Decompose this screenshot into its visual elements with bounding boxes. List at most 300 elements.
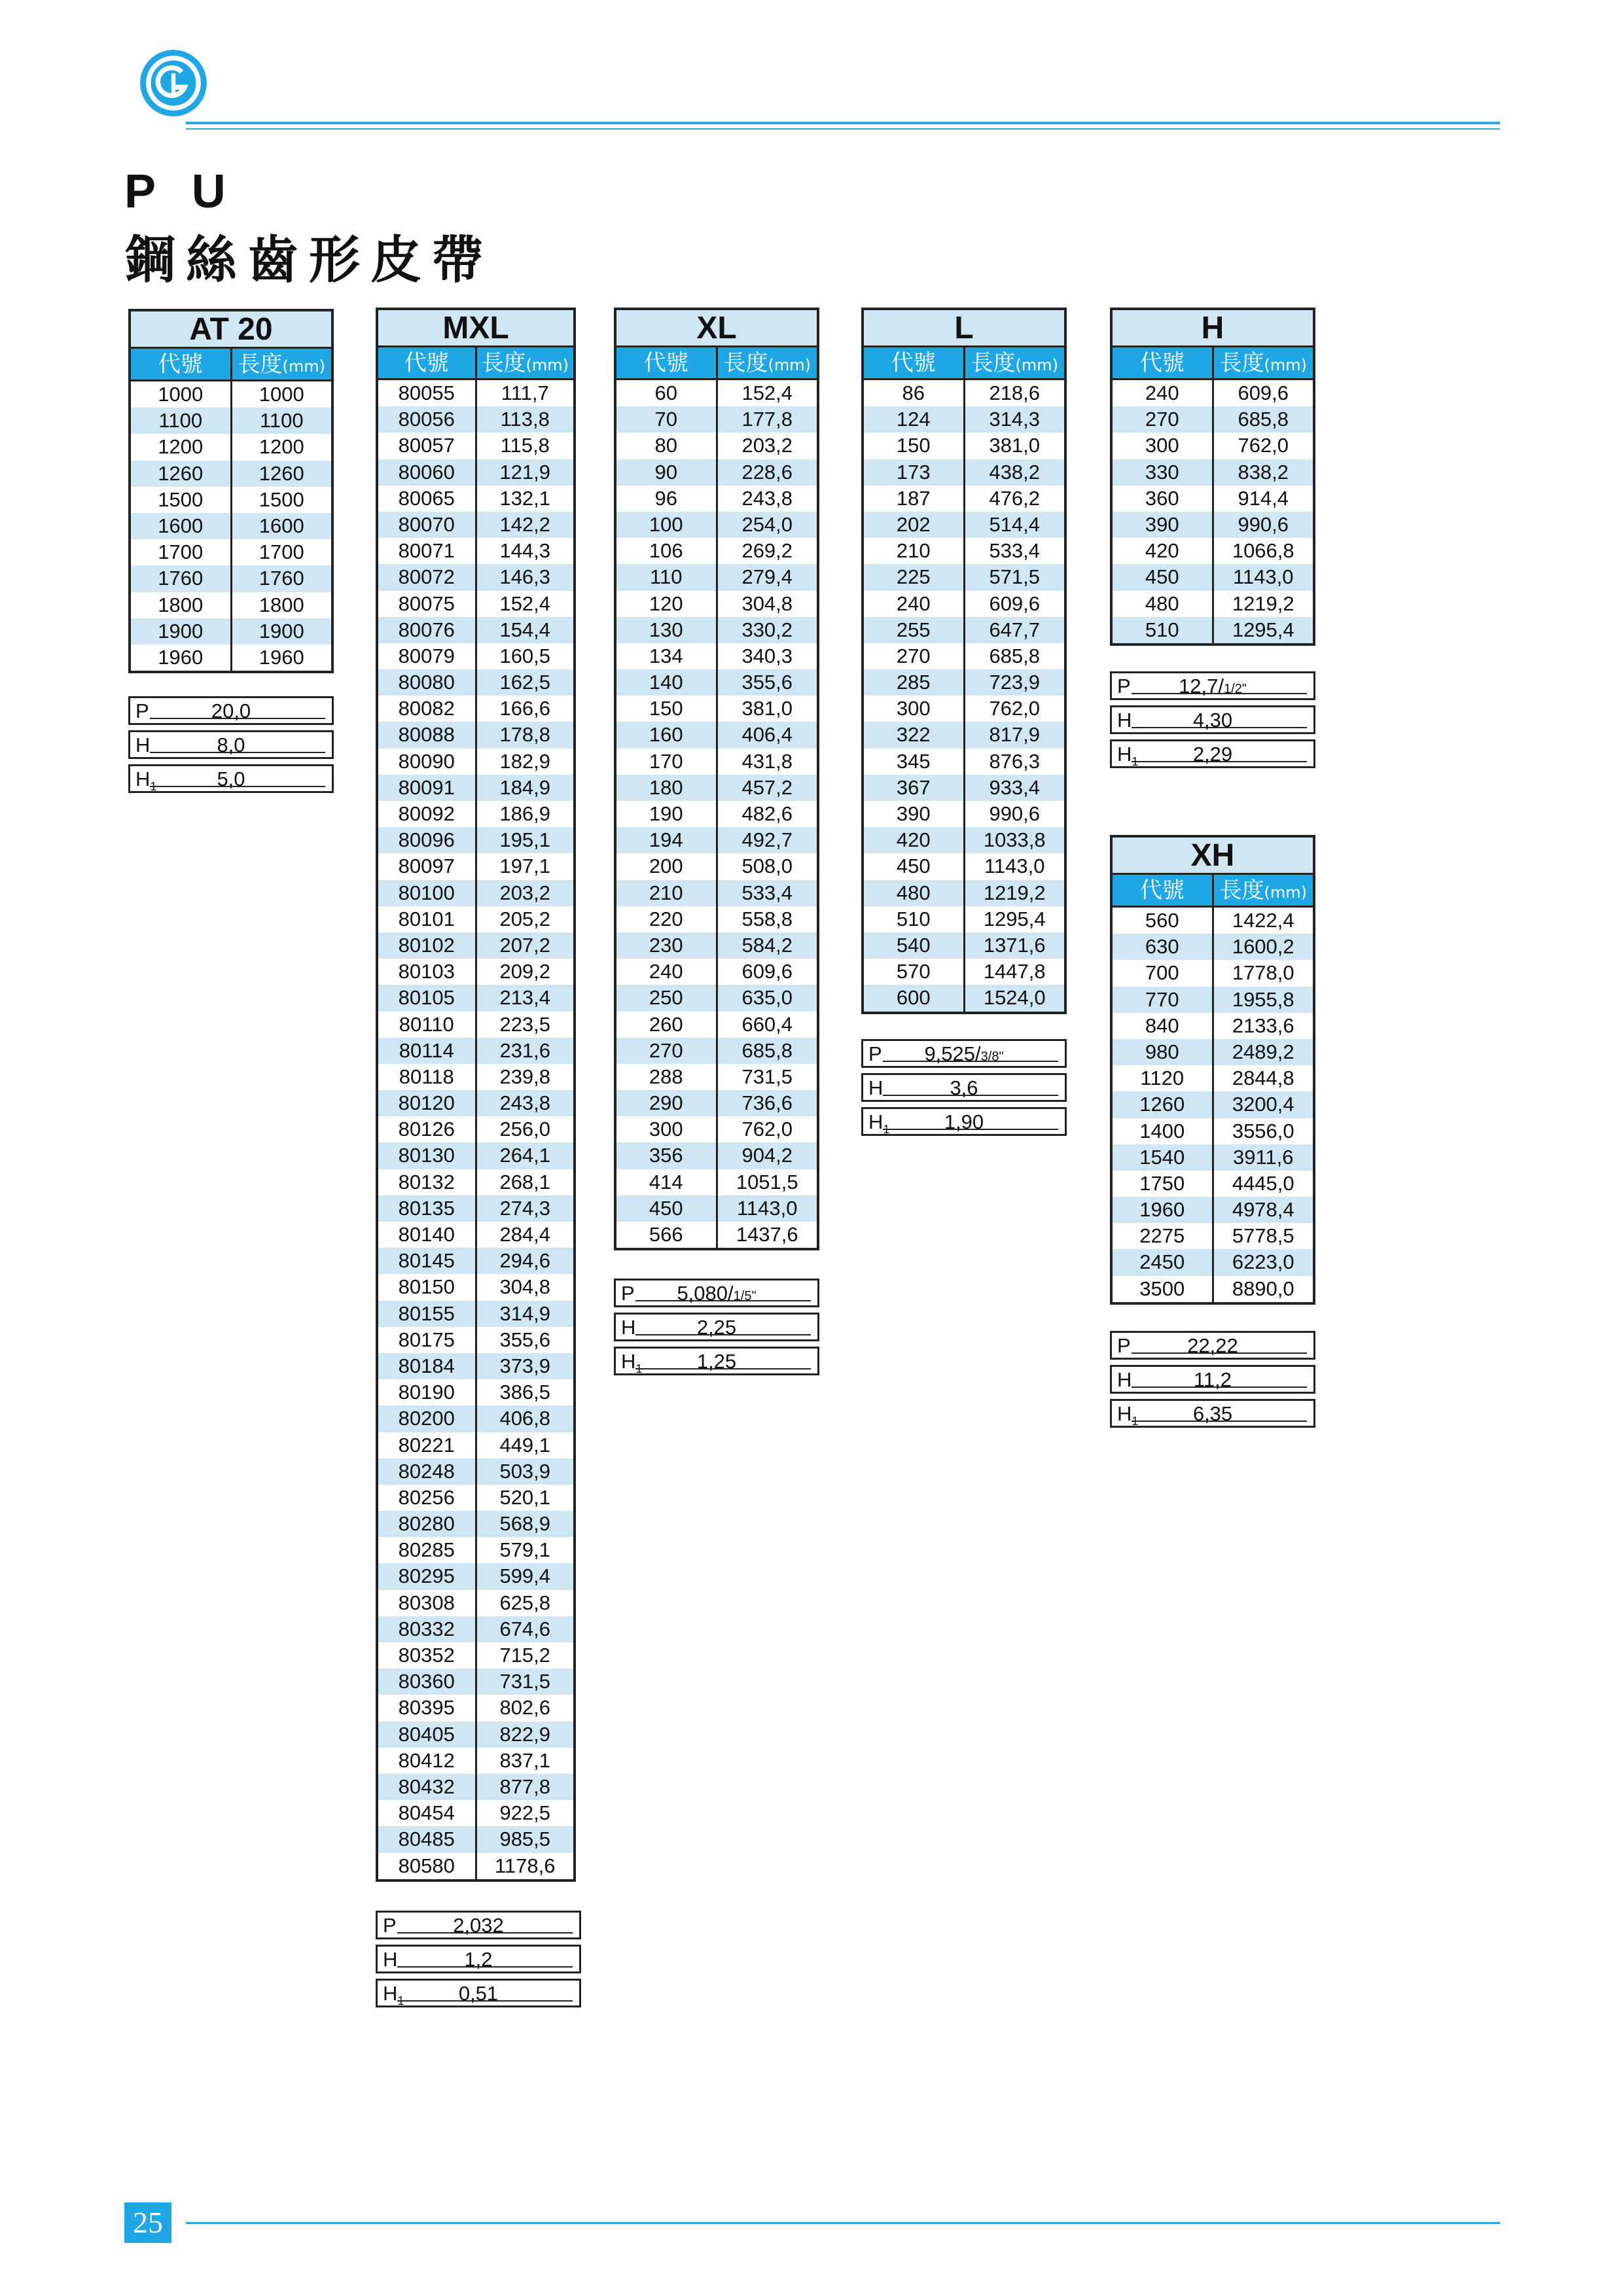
cell-length: 243,8 <box>475 1090 574 1116</box>
table-row <box>616 696 817 722</box>
spec-label-text: P <box>868 1042 882 1065</box>
spec-underline <box>150 786 325 787</box>
cell-code: 260 <box>649 1012 683 1036</box>
table-row <box>864 985 1064 1011</box>
spec-underline <box>635 1300 811 1301</box>
table-row <box>616 591 817 617</box>
spec-value <box>378 1947 579 1973</box>
table-row <box>864 932 1064 959</box>
cell-code: 2275 <box>1139 1224 1185 1248</box>
cell-length: 482,6 <box>716 801 817 827</box>
column-header-length-label: 長度 <box>1219 877 1264 904</box>
cell-length: 715,2 <box>475 1642 574 1669</box>
cell-length: 152,4 <box>475 591 574 617</box>
cell-length: 4978,4 <box>1212 1197 1313 1223</box>
cell-length: 1295,4 <box>963 906 1065 932</box>
cell-length: 177,8 <box>716 406 817 433</box>
cell-length: 838,2 <box>1212 459 1313 486</box>
spec-value-text: 20,0 <box>211 699 251 722</box>
cell-code: 420 <box>896 828 931 852</box>
cell-code: 96 <box>654 486 677 510</box>
cell-length: 203,2 <box>716 433 817 459</box>
spec-value-text: 3,6 <box>950 1076 978 1099</box>
cell-code: 1260 <box>158 461 204 485</box>
cell-length: 218,6 <box>963 380 1065 406</box>
table-row <box>378 406 573 433</box>
cell-length: 1700 <box>230 539 332 565</box>
cell-code: 80065 <box>398 486 455 510</box>
column-header-unit: (mm) <box>1264 883 1307 902</box>
cell-code: 130 <box>649 618 683 641</box>
cell-length: 314,3 <box>963 406 1065 433</box>
table-row <box>616 669 817 696</box>
spec-value-text: 2,29 <box>1192 743 1233 766</box>
column-header-length-label: 長度 <box>723 350 768 376</box>
table-row <box>616 512 817 538</box>
cell-code: 770 <box>1145 987 1179 1011</box>
table-row <box>131 408 331 434</box>
cell-code: 80 <box>654 434 677 457</box>
spec-label-sub: 1 <box>883 1123 890 1137</box>
cell-code: 1600 <box>158 514 204 537</box>
cell-length: 1422,4 <box>1212 908 1313 934</box>
spec-value-text: 1,90 <box>944 1110 984 1133</box>
table-row <box>378 749 573 775</box>
column-header-length-label: 長度 <box>971 350 1016 376</box>
cell-code: 1960 <box>158 645 204 669</box>
spec-underline <box>150 752 325 753</box>
cell-code: 270 <box>1145 408 1179 431</box>
spec-height <box>861 1073 1067 1102</box>
cell-length: 990,6 <box>1212 512 1313 538</box>
cell-code: 80155 <box>398 1301 455 1325</box>
table-row <box>616 1038 817 1064</box>
table-row <box>1113 987 1313 1013</box>
spec-label-text: H <box>135 733 151 756</box>
column-headers <box>131 349 331 381</box>
table-row <box>378 1774 573 1800</box>
cell-code: 80184 <box>398 1354 455 1377</box>
spec-label-text: P <box>135 699 149 722</box>
spec-label-text: H <box>621 1316 636 1339</box>
column-header-length-label: 長度 <box>238 351 283 378</box>
table-row <box>378 1432 573 1458</box>
spec-underline <box>883 1129 1058 1130</box>
table-row <box>378 1748 573 1774</box>
cell-code: 510 <box>1145 618 1179 641</box>
cell-code: 80110 <box>399 1012 454 1036</box>
spec-value <box>616 1280 817 1309</box>
cell-code: 80114 <box>399 1038 454 1062</box>
cell-length: 1778,0 <box>1212 960 1313 986</box>
cell-code: 100 <box>649 512 683 536</box>
cell-length: 1143,0 <box>716 1195 817 1222</box>
spec-underline <box>1132 727 1307 728</box>
table-row <box>378 1142 573 1169</box>
cell-length: 8890,0 <box>1212 1276 1313 1302</box>
cell-code: 345 <box>896 749 931 773</box>
cell-length: 877,8 <box>475 1774 574 1800</box>
table-row <box>378 1590 573 1616</box>
table-row <box>378 1301 573 1327</box>
cell-length: 381,0 <box>716 696 817 722</box>
table-row <box>1113 1276 1313 1302</box>
table-row <box>1113 433 1313 459</box>
spec-value-text: 5,0 <box>217 768 245 790</box>
cell-length: 579,1 <box>475 1537 574 1563</box>
cell-length: 197,1 <box>475 853 574 879</box>
cell-length: 144,3 <box>475 538 574 564</box>
spec-label-text: H <box>621 1350 636 1373</box>
cell-length: 1447,8 <box>963 959 1065 985</box>
table-row <box>864 906 1064 932</box>
table-row <box>864 959 1064 985</box>
cell-length: 1100 <box>230 408 332 434</box>
cell-length: 1955,8 <box>1212 987 1313 1013</box>
cell-length: 304,8 <box>716 591 817 617</box>
cell-length: 1219,2 <box>1212 591 1313 617</box>
cell-length: 1033,8 <box>963 827 1065 853</box>
cell-code: 225 <box>896 565 931 589</box>
cell-length: 985,5 <box>475 1826 574 1852</box>
cell-length: 571,5 <box>963 564 1065 590</box>
cell-length: 599,4 <box>475 1563 574 1589</box>
table-mxl <box>376 308 576 1882</box>
cell-code: 80454 <box>398 1801 455 1825</box>
cell-code: 80055 <box>398 381 455 404</box>
spec-value <box>1112 1367 1313 1393</box>
spec-label-text: P <box>621 1282 635 1305</box>
cell-code: 80295 <box>398 1564 455 1588</box>
cell-length: 1524,0 <box>963 985 1065 1011</box>
cell-code: 1750 <box>1139 1171 1185 1195</box>
cell-code: 367 <box>896 775 931 799</box>
table-l <box>861 308 1067 1014</box>
cell-length: 476,2 <box>963 486 1065 512</box>
cell-code: 240 <box>1145 381 1179 404</box>
cell-length: 254,0 <box>716 512 817 538</box>
table-row <box>378 617 573 643</box>
table-xl <box>614 308 819 1250</box>
spec-underline <box>635 1368 811 1369</box>
spec-label-text: H <box>1117 743 1132 766</box>
cell-length: 154,4 <box>475 617 574 643</box>
spec-value-text: 6,35 <box>1192 1402 1233 1425</box>
spec-value <box>1112 673 1313 702</box>
table-row <box>616 959 817 985</box>
column-header-code: 代號 <box>1139 877 1185 904</box>
table-row <box>378 880 573 906</box>
table-row <box>378 1669 573 1695</box>
table-row <box>378 775 573 801</box>
cell-length: 3556,0 <box>1212 1118 1313 1144</box>
table-title: L <box>864 310 1064 347</box>
cell-length: 406,8 <box>475 1405 574 1432</box>
table-row <box>1113 406 1313 433</box>
spec-value-text: 22,22 <box>1187 1334 1238 1357</box>
table-body <box>131 381 331 671</box>
spec-value <box>1112 1401 1313 1427</box>
cell-length: 1960 <box>230 645 332 671</box>
spec-value-text: 1,25 <box>696 1350 737 1373</box>
column-header-length <box>230 349 332 380</box>
spec-label-sub: 1 <box>635 1362 643 1376</box>
table-row <box>864 801 1064 827</box>
spec-value <box>616 1315 817 1341</box>
cell-length: 876,3 <box>963 749 1065 775</box>
spec-value <box>1112 707 1313 733</box>
cell-code: 360 <box>1145 486 1179 510</box>
table-row <box>616 880 817 906</box>
cell-length: 2133,6 <box>1212 1013 1313 1039</box>
cell-code: 80120 <box>398 1091 455 1115</box>
cell-length: 355,6 <box>475 1327 574 1353</box>
spec-value-inch: " <box>999 1050 1004 1064</box>
table-row <box>1113 1065 1313 1091</box>
cell-length: 514,4 <box>963 512 1065 538</box>
cell-code: 80090 <box>398 749 455 773</box>
spec-underline <box>1132 1386 1307 1388</box>
column-header-length <box>1212 875 1313 906</box>
table-row <box>378 459 573 486</box>
cell-code: 60 <box>654 381 677 404</box>
cell-length: 115,8 <box>475 433 574 459</box>
cell-length: 933,4 <box>963 775 1065 801</box>
cell-length: 609,6 <box>963 591 1065 617</box>
spec-value <box>1112 1333 1313 1359</box>
cell-code: 80580 <box>398 1854 455 1877</box>
spec-underline <box>635 1334 811 1335</box>
cell-code: 285 <box>896 671 931 694</box>
column-header-code: 代號 <box>404 350 449 376</box>
cell-code: 80285 <box>398 1538 455 1562</box>
cell-code: 390 <box>1145 512 1179 536</box>
cell-code: 80082 <box>398 697 455 720</box>
cell-length: 584,2 <box>716 932 817 959</box>
cell-length: 503,9 <box>475 1458 574 1485</box>
cell-code: 80175 <box>398 1328 455 1351</box>
cell-length: 121,9 <box>475 459 574 486</box>
cell-code: 80132 <box>398 1170 455 1193</box>
column-header-unit: (mm) <box>768 356 811 374</box>
column-headers <box>378 347 573 380</box>
cell-code: 570 <box>896 960 931 983</box>
spec-pitch <box>861 1039 1067 1068</box>
cell-length: 660,4 <box>716 1012 817 1038</box>
table-row <box>378 1169 573 1195</box>
table-row <box>131 565 331 592</box>
table-row <box>864 512 1064 538</box>
table-row <box>864 591 1064 617</box>
cell-code: 700 <box>1145 961 1179 985</box>
cell-length: 228,6 <box>716 459 817 486</box>
cell-code: 255 <box>896 618 931 641</box>
cell-code: 1000 <box>158 383 204 406</box>
cell-length: 223,5 <box>475 1012 574 1038</box>
spec-pitch <box>1110 671 1315 700</box>
table-row <box>616 1012 817 1038</box>
column-header-length <box>716 347 817 378</box>
cell-code: 510 <box>896 907 931 930</box>
table-at20 <box>128 309 334 673</box>
spec-label-sub: 1 <box>1132 755 1139 769</box>
table-row <box>616 538 817 564</box>
cell-code: 187 <box>896 486 931 510</box>
table-row <box>616 1142 817 1169</box>
spec-pitch <box>376 1911 581 1939</box>
table-row <box>1113 1249 1313 1275</box>
table-row <box>378 669 573 696</box>
spec-label-text: H <box>383 1982 398 2005</box>
table-row <box>378 1537 573 1563</box>
table-title: AT 20 <box>131 311 331 349</box>
table-row <box>864 880 1064 906</box>
cell-code: 3500 <box>1139 1277 1185 1300</box>
spec-underline <box>397 1932 573 1934</box>
cell-code: 70 <box>654 408 677 431</box>
cell-length: 146,3 <box>475 564 574 590</box>
cell-code: 80432 <box>398 1775 455 1798</box>
cell-code: 140 <box>649 671 683 694</box>
cell-code: 134 <box>649 644 683 667</box>
spec-label-text: P <box>383 1914 397 1937</box>
table-row <box>1113 908 1313 934</box>
spec-h1 <box>1110 739 1315 768</box>
column-headers <box>1113 875 1313 908</box>
cell-length: 685,8 <box>963 643 1065 669</box>
spec-value <box>616 1349 817 1375</box>
table-row <box>378 564 573 590</box>
table-row <box>1113 960 1313 986</box>
cell-code: 210 <box>896 539 931 563</box>
cell-code: 80118 <box>399 1065 454 1088</box>
cell-code: 566 <box>649 1223 683 1246</box>
cell-length: 904,2 <box>716 1142 817 1169</box>
spec-pitch <box>1110 1331 1315 1360</box>
cell-length: 203,2 <box>475 880 574 906</box>
table-row <box>616 380 817 406</box>
spec-value <box>130 766 332 792</box>
cell-code: 80101 <box>398 907 455 930</box>
table-row <box>864 406 1064 433</box>
cell-length: 269,2 <box>716 538 817 564</box>
cell-code: 80190 <box>398 1381 455 1404</box>
table-row <box>616 775 817 801</box>
spec-value <box>863 1109 1065 1135</box>
page-title-zh: 鋼絲齒形皮帶 <box>124 231 494 290</box>
spec-value-text: 0,51 <box>458 1982 499 2005</box>
table-row <box>616 406 817 433</box>
table-row <box>378 722 573 748</box>
cell-length: 182,9 <box>475 749 574 775</box>
table-row <box>131 618 331 645</box>
spec-label-text: H <box>868 1076 883 1099</box>
table-title: MXL <box>378 310 573 347</box>
column-header-length-label: 長度 <box>1219 350 1264 376</box>
cell-code: 1100 <box>158 409 203 433</box>
cell-length: 817,9 <box>963 722 1065 748</box>
table-h <box>1110 308 1315 646</box>
cell-length: 520,1 <box>475 1485 574 1511</box>
spec-underline <box>150 718 325 719</box>
table-row <box>616 853 817 879</box>
cell-length: 674,6 <box>475 1616 574 1642</box>
table-row <box>616 932 817 959</box>
company-logo <box>139 48 208 118</box>
cell-code: 80096 <box>398 828 455 852</box>
spec-height <box>614 1313 819 1341</box>
cell-code: 80200 <box>398 1407 455 1430</box>
cell-length: 568,9 <box>475 1511 574 1537</box>
cell-length: 294,6 <box>475 1248 574 1274</box>
cell-code: 170 <box>649 749 683 773</box>
spec-label-text: H <box>868 1110 883 1133</box>
cell-code: 980 <box>1145 1040 1179 1063</box>
column-header-length <box>1212 347 1313 378</box>
page-title-en: P U <box>124 166 238 218</box>
header-rule-thin <box>186 128 1500 130</box>
cell-length: 431,8 <box>716 749 817 775</box>
cell-code: 80221 <box>398 1433 455 1457</box>
cell-code: 80102 <box>398 933 455 957</box>
table-row <box>378 591 573 617</box>
cell-code: 1200 <box>158 435 204 459</box>
spec-underline <box>883 1061 1058 1062</box>
cell-code: 194 <box>649 828 683 852</box>
table-row <box>616 749 817 775</box>
spec-label-text: H <box>1117 1368 1132 1391</box>
cell-length: 1200 <box>230 434 332 460</box>
cell-code: 80097 <box>398 855 455 878</box>
cell-length: 625,8 <box>475 1590 574 1616</box>
table-row <box>131 645 331 671</box>
cell-code: 80135 <box>398 1196 455 1220</box>
table-row <box>378 1853 573 1879</box>
table-row <box>1113 459 1313 486</box>
cell-length: 558,8 <box>716 906 817 932</box>
table-row <box>131 381 331 408</box>
cell-code: 80150 <box>398 1275 455 1299</box>
cell-length: 492,7 <box>716 827 817 853</box>
cell-code: 356 <box>649 1144 683 1167</box>
cell-length: 802,6 <box>475 1695 574 1721</box>
table-row <box>378 827 573 853</box>
cell-code: 202 <box>896 512 931 536</box>
cell-length: 736,6 <box>716 1090 817 1116</box>
cell-length: 3200,4 <box>1212 1091 1313 1118</box>
table-row <box>864 722 1064 748</box>
cell-code: 220 <box>649 907 683 930</box>
table-row <box>1113 1197 1313 1223</box>
column-header-unit: (mm) <box>282 357 325 376</box>
table-row <box>616 564 817 590</box>
spec-value-text: 5,080/ <box>677 1282 734 1305</box>
spec-label-text: P <box>1117 1334 1131 1357</box>
table-row <box>378 512 573 538</box>
table-row <box>378 1274 573 1300</box>
column-headers <box>616 347 817 380</box>
cell-code: 210 <box>649 881 683 904</box>
table-row <box>616 801 817 827</box>
table-row <box>1113 617 1313 643</box>
cell-code: 250 <box>649 986 683 1010</box>
cell-length: 213,4 <box>475 985 574 1011</box>
spec-label-text: H <box>1117 709 1132 732</box>
table-row <box>1113 1091 1313 1118</box>
table-row <box>378 1458 573 1485</box>
spec-label-text: H <box>135 768 151 790</box>
cell-length: 406,4 <box>716 722 817 748</box>
